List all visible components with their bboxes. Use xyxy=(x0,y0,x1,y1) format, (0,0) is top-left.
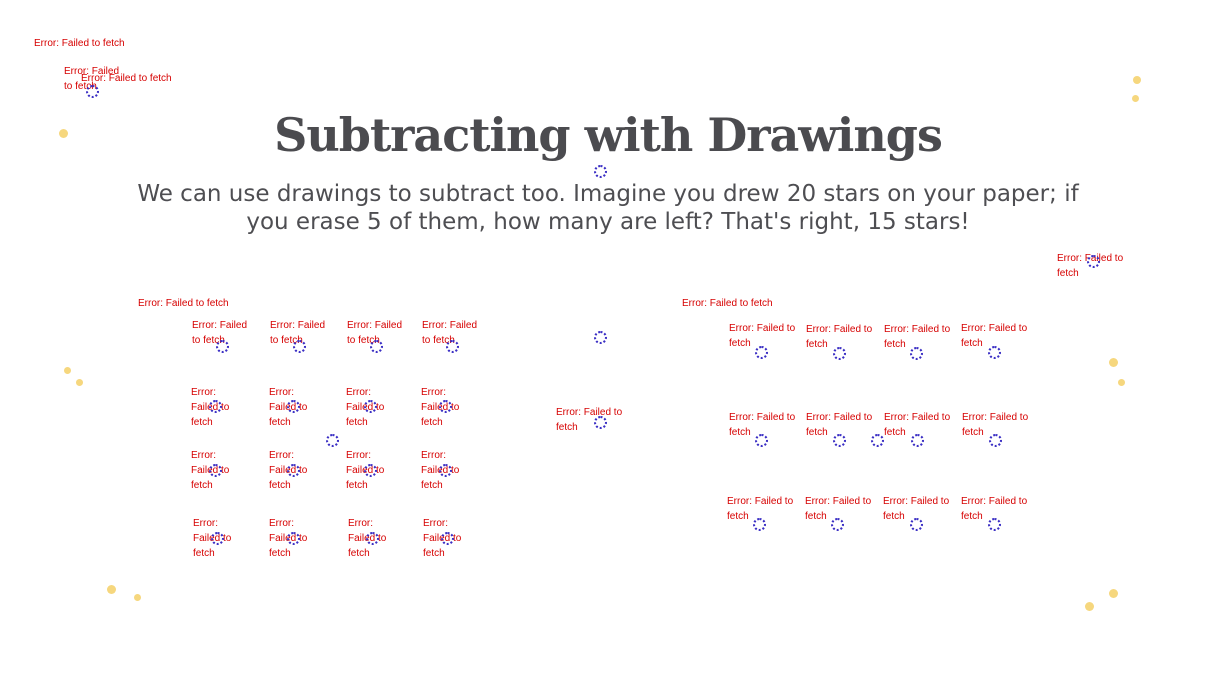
slide-title: Subtracting with Drawings xyxy=(274,108,942,162)
decorative-dot xyxy=(1109,589,1118,598)
star-image-error: Error: Failed to fetch xyxy=(961,496,1028,522)
loading-spinner-icon xyxy=(287,400,300,413)
decorative-dot xyxy=(1133,76,1141,84)
loading-spinner-icon xyxy=(439,400,452,413)
decorative-dot xyxy=(134,594,141,601)
loading-spinner-icon xyxy=(446,340,459,353)
star-image-error: Error: Failed to fetch xyxy=(421,387,460,428)
loading-spinner-icon xyxy=(216,340,229,353)
star-image-error: Error: Failed to fetch xyxy=(806,324,873,350)
star-image-error: Error: Failed to fetch xyxy=(423,518,462,559)
star-image-error: Error: Failed to fetch xyxy=(422,320,478,346)
loading-spinner-icon xyxy=(755,434,768,447)
star-image-error: Error: Failed to fetch xyxy=(269,450,308,491)
star-image-error: Error: Failed to fetch xyxy=(269,387,308,428)
star-image-error: Error: Failed to fetch xyxy=(805,496,872,522)
image-error-message: Error: Failed to fetch xyxy=(138,298,229,309)
loading-spinner-icon xyxy=(439,464,452,477)
loading-spinner-icon xyxy=(594,416,607,429)
star-image-error: Error: Failed to fetch xyxy=(883,496,950,522)
star-image-error: Error: Failed to fetch xyxy=(884,412,951,438)
star-image-error: Error: Failed to fetch xyxy=(347,320,403,346)
image-placeholder xyxy=(1056,250,1136,279)
image-error-message: Error: Failed to fetch xyxy=(556,407,623,433)
loading-spinner-icon xyxy=(293,340,306,353)
loading-spinner-icon xyxy=(364,400,377,413)
slide-body-text: We can use drawings to subtract too. Imagine you drew 20 stars on your paper; if you erase 5 of them, how many are left? That's right, 15 stars! xyxy=(137,181,1079,235)
image-error-message: Error: Failed to fetch xyxy=(81,73,172,84)
star-image-error: Error: Failed to fetch xyxy=(421,450,460,491)
decorative-dot xyxy=(1132,95,1139,102)
loading-spinner-icon xyxy=(86,85,99,98)
image-error-message: Error: Failed to fetch xyxy=(34,38,125,49)
star-image-error: Error: Failed to fetch xyxy=(191,387,230,428)
star-image-error: Error: Failed to fetch xyxy=(192,320,248,346)
star-image-error: Error: Failed to fetch xyxy=(729,323,796,349)
image-error-message: Error: Failed to fetch xyxy=(64,66,120,92)
loading-spinner-icon xyxy=(833,347,846,360)
decorative-dot xyxy=(1109,358,1118,367)
loading-spinner-icon xyxy=(988,518,1001,531)
star-image-error: Error: Failed to fetch xyxy=(346,387,385,428)
star-image-error: Error: Failed to fetch xyxy=(884,324,951,350)
star-image-error: Error: Failed to fetch xyxy=(346,450,385,491)
star-image-error: Error: Failed to fetch xyxy=(806,412,873,438)
loading-spinner-icon xyxy=(211,532,224,545)
image-error-message: Error: Failed to fetch xyxy=(682,298,773,309)
image-error-message: Error: Failed to fetch xyxy=(1057,253,1124,279)
loading-spinner-icon xyxy=(287,532,300,545)
loading-spinner-icon xyxy=(911,434,924,447)
loading-spinner-icon xyxy=(831,518,844,531)
loading-spinner-icon xyxy=(910,347,923,360)
decorative-dot xyxy=(107,585,116,594)
star-image-error: Error: Failed to fetch xyxy=(193,518,232,559)
loading-spinner-icon xyxy=(755,346,768,359)
decorative-dot xyxy=(76,379,83,386)
star-image-error: Error: Failed to fetch xyxy=(348,518,387,559)
star-image-error: Error: Failed to fetch xyxy=(729,412,796,438)
loading-spinner-icon xyxy=(287,464,300,477)
loading-spinner-icon xyxy=(594,165,607,178)
loading-spinner-icon xyxy=(833,434,846,447)
loading-spinner-icon xyxy=(594,331,607,344)
decorative-dot xyxy=(1085,602,1094,611)
loading-spinner-icon xyxy=(370,340,383,353)
star-image-error: Error: Failed to fetch xyxy=(961,323,1028,349)
star-image-error: Error: Failed to fetch xyxy=(962,412,1029,438)
star-image-error: Error: Failed to fetch xyxy=(727,496,794,522)
loading-spinner-icon xyxy=(209,464,222,477)
loading-spinner-icon xyxy=(1087,255,1100,268)
star-image-error: Error: Failed to fetch xyxy=(270,320,326,346)
decorative-dot xyxy=(1118,379,1125,386)
loading-spinner-icon xyxy=(366,532,379,545)
loading-spinner-icon xyxy=(988,346,1001,359)
loading-spinner-icon xyxy=(326,434,339,447)
star-image-error: Error: Failed to fetch xyxy=(269,518,308,559)
loading-spinner-icon xyxy=(364,464,377,477)
loading-spinner-icon xyxy=(871,434,884,447)
loading-spinner-icon xyxy=(910,518,923,531)
loading-spinner-icon xyxy=(441,532,454,545)
loading-spinner-icon xyxy=(209,400,222,413)
loading-spinner-icon xyxy=(989,434,1002,447)
star-image-error: Error: Failed to fetch xyxy=(191,450,230,491)
loading-spinner-icon xyxy=(753,518,766,531)
decorative-dot xyxy=(64,367,71,374)
